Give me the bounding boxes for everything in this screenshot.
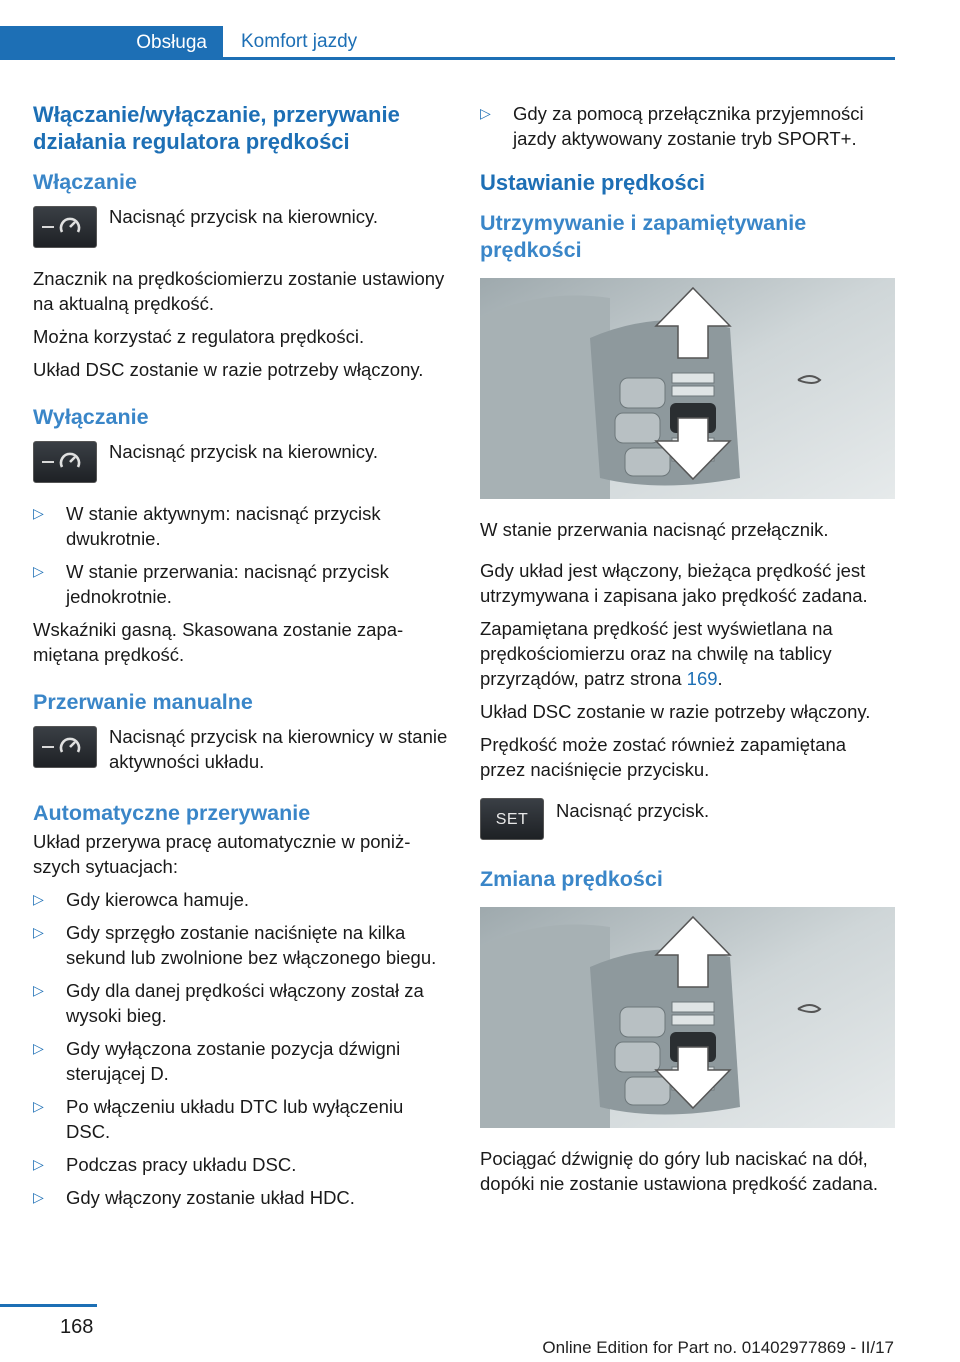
triangle-bullet-icon: ▷ — [33, 1098, 44, 1114]
hold-paragraph-3: Zapamiętana prędkość jest wyświetlana na prędkościomierzu oraz na chwilę na tablicy przyrządów, patrz strona 169. — [480, 618, 833, 689]
tab-komfort-jazdy[interactable]: Komfort jazdy — [223, 26, 895, 60]
heading-manual: Przerwanie manualne — [33, 690, 253, 714]
heading-auto: Automatyczne przerywanie — [33, 801, 311, 825]
on-instruction-text: Nacisnąć przycisk na kierownicy. — [109, 206, 379, 227]
page-number-rule — [0, 1304, 97, 1307]
list-item: ▷ Gdy sprzęgło zostanie naciśnięte na kilka sekund lub zwolnione bez włączonego biegu. — [33, 922, 437, 968]
cruise-control-button-icon — [33, 441, 97, 483]
manual-instruction-text: Nacisnąć przycisk na kierownicy w stanie aktywności układu. — [109, 726, 448, 772]
on-instruction — [33, 204, 448, 248]
hold-paragraph-2: Gdy układ jest włączony, bieżąca prędkość jest utrzymywana i zapisana jako prędkość zadana. — [480, 560, 868, 606]
steering-wheel-switch-image — [480, 907, 895, 1128]
triangle-bullet-icon: ▷ — [33, 563, 44, 579]
triangle-bullet-icon: ▷ — [33, 924, 44, 940]
page-number: 168 — [60, 1316, 94, 1338]
manual-instruction — [33, 724, 448, 774]
on-paragraph-1: Znacznik na prędkościomierzu zostanie ustawiony na aktualną prędkość. — [33, 268, 445, 314]
section-title-speed: Ustawianie prędkości — [480, 170, 705, 195]
list-item: ▷ W stanie aktywnym: nacisnąć przycisk dwukrotnie. — [33, 503, 381, 549]
right-column — [480, 101, 895, 1204]
hold-paragraph-1: W stanie przerwania nacisnąć przełącznik. — [480, 519, 829, 540]
hold-paragraph-4: Układ DSC zostanie w razie potrzeby włączony. — [480, 701, 871, 722]
change-paragraph: Pociągać dźwignię do góry lub naciskać na dół, dopóki nie zostanie ustawiona prędkość zadana. — [480, 1148, 879, 1194]
list-item: ▷ Gdy włączony zostanie układ HDC. — [33, 1187, 355, 1208]
cruise-control-button-icon — [33, 206, 97, 248]
section-title: Włączanie/wyłączanie, przerywanie działania regulatora prędkości — [33, 102, 400, 154]
auto-intro: Układ przerywa pracę automatycznie w poniższych sytuacjach: — [33, 831, 411, 877]
on-paragraph-3: Układ DSC zostanie w razie potrzeby włączony. — [33, 359, 424, 380]
list-item: ▷ Gdy za pomocą przełącznika przyjemności jazdy aktywowany zostanie tryb SPORT+. — [480, 103, 864, 149]
page-link[interactable]: 169 — [686, 668, 718, 689]
triangle-bullet-icon: ▷ — [33, 505, 44, 521]
on-paragraph-2: Można korzystać z regulatora prędkości. — [33, 326, 365, 347]
list-item: ▷ Gdy kierowca hamuje. — [33, 889, 250, 910]
off-paragraph: Wskaźniki gasną. Skasowana zostanie zapamiętana prędkość. — [33, 619, 404, 665]
hold-paragraph-5: Prędkość może zostać również zapamiętana przez naciśnięcie przycisku. — [480, 734, 847, 780]
footer-edition: Online Edition for Part no. 01402977869 - II/17 — [542, 1338, 894, 1357]
steering-wheel-switch-image — [480, 278, 895, 499]
heading-on: Włączanie — [33, 170, 137, 194]
list-item: ▷ Po włączeniu układu DTC lub wyłączeniu DSC. — [33, 1096, 404, 1142]
triangle-bullet-icon: ▷ — [480, 105, 491, 121]
auto-list — [33, 887, 448, 1210]
off-list — [33, 501, 448, 609]
triangle-bullet-icon: ▷ — [33, 982, 44, 998]
triangle-bullet-icon: ▷ — [33, 1189, 44, 1205]
set-button-icon: SET — [480, 798, 544, 840]
heading-change: Zmiana prędkości — [480, 867, 663, 891]
triangle-bullet-icon: ▷ — [33, 1156, 44, 1172]
continued-list — [480, 101, 895, 151]
heading-off: Wyłączanie — [33, 405, 149, 429]
page-header — [0, 26, 895, 60]
left-column — [33, 101, 448, 1218]
set-instruction-text: Nacisnąć przycisk. — [556, 800, 710, 821]
triangle-bullet-icon: ▷ — [33, 1040, 44, 1056]
triangle-bullet-icon: ▷ — [33, 891, 44, 907]
tab-obsluga[interactable]: Obsługa — [0, 26, 223, 60]
off-instruction-text: Nacisnąć przycisk na kierownicy. — [109, 441, 379, 462]
off-instruction — [33, 439, 448, 483]
set-instruction — [480, 798, 895, 840]
list-item: ▷ Gdy wyłączona zostanie pozycja dźwigni sterującej D. — [33, 1038, 401, 1084]
list-item: ▷ Podczas pracy układu DSC. — [33, 1154, 297, 1175]
list-item: ▷ Gdy dla danej prędkości włączony został za wysoki bieg. — [33, 980, 424, 1026]
cruise-control-button-icon — [33, 726, 97, 768]
list-item: ▷ W stanie przerwania: nacisnąć przycisk jednokrotnie. — [33, 561, 389, 607]
heading-hold: Utrzymywanie i zapamiętywanie prędkości — [480, 211, 807, 262]
